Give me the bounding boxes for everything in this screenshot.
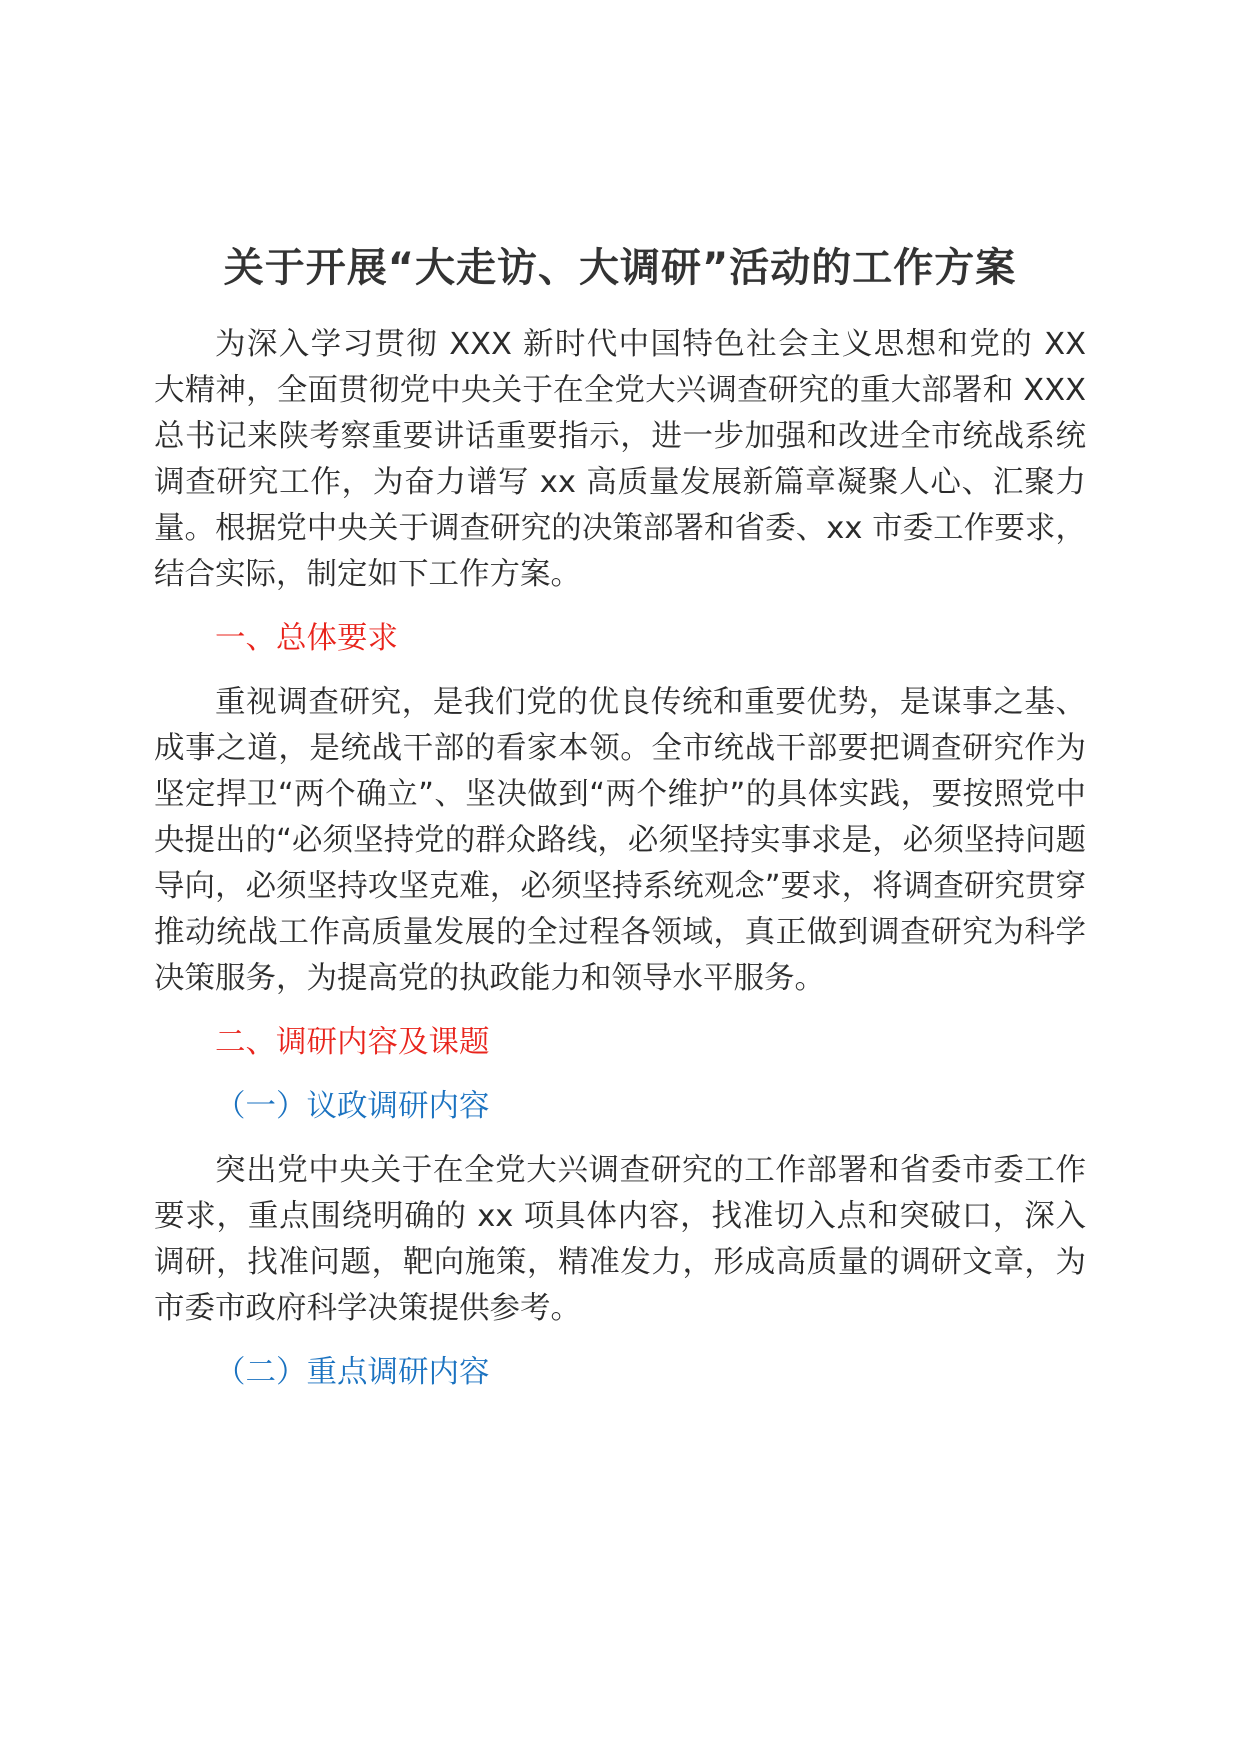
- subsection-heading-political-research: （一）议政调研内容: [215, 1089, 490, 1124]
- general-requirements-paragraph: 重视调查研究，是我们党的优良传统和重要优势，是谋事之基、成事之道，是统战干部的看家本领。全市统战干部要把调查研究作为坚定捍卫“两个确立”、坚决做到“两个维护”的具体实践，要按照党中央提出的“必须坚持党的群众路线，必须坚持实事求是，必须坚持问题导向，必须坚持攻坚克难，必须坚持系统观念”要求，将调查研究贯穿推动统战工作高质量发展的全过程各领域，真正做到调查研究为科学决策服务，为提高党的执政能力和领导水平服务。: [154, 685, 1086, 996]
- section-heading-general-requirements: 一、总体要求: [215, 621, 398, 656]
- section-heading-research-topics: 二、调研内容及课题: [215, 1025, 490, 1060]
- political-research-paragraph: 突出党中央关于在全党大兴调查研究的工作部署和省委市委工作要求，重点围绕明确的 xx 项具体内容，找准切入点和突破口，深入调研，找准问题，靶向施策，精准发力，形成高质量的调研文章，为市委市政府科学决策提供参考。: [154, 1153, 1086, 1326]
- intro-paragraph: 为深入学习贯彻 XXX 新时代中国特色社会主义思想和党的 XX 大精神，全面贯彻党中央关于在全党大兴调查研究的重大部署和 XXX 总书记来陕考察重要讲话重要指示，进一步加强和改进全市统战系统调查研究工作，为奋力谱写 xx 高质量发展新篇章凝聚人心、汇聚力量。根据党中央关于调查研究的决策部署和省委、xx 市委工作要求，结合实际，制定如下工作方案。: [154, 327, 1086, 592]
- subsection-heading-key-research: （二）重点调研内容: [215, 1355, 490, 1390]
- document-title: 关于开展“大走访、大调研”活动的工作方案: [223, 245, 1017, 291]
- document-body: [154, 322, 1086, 1396]
